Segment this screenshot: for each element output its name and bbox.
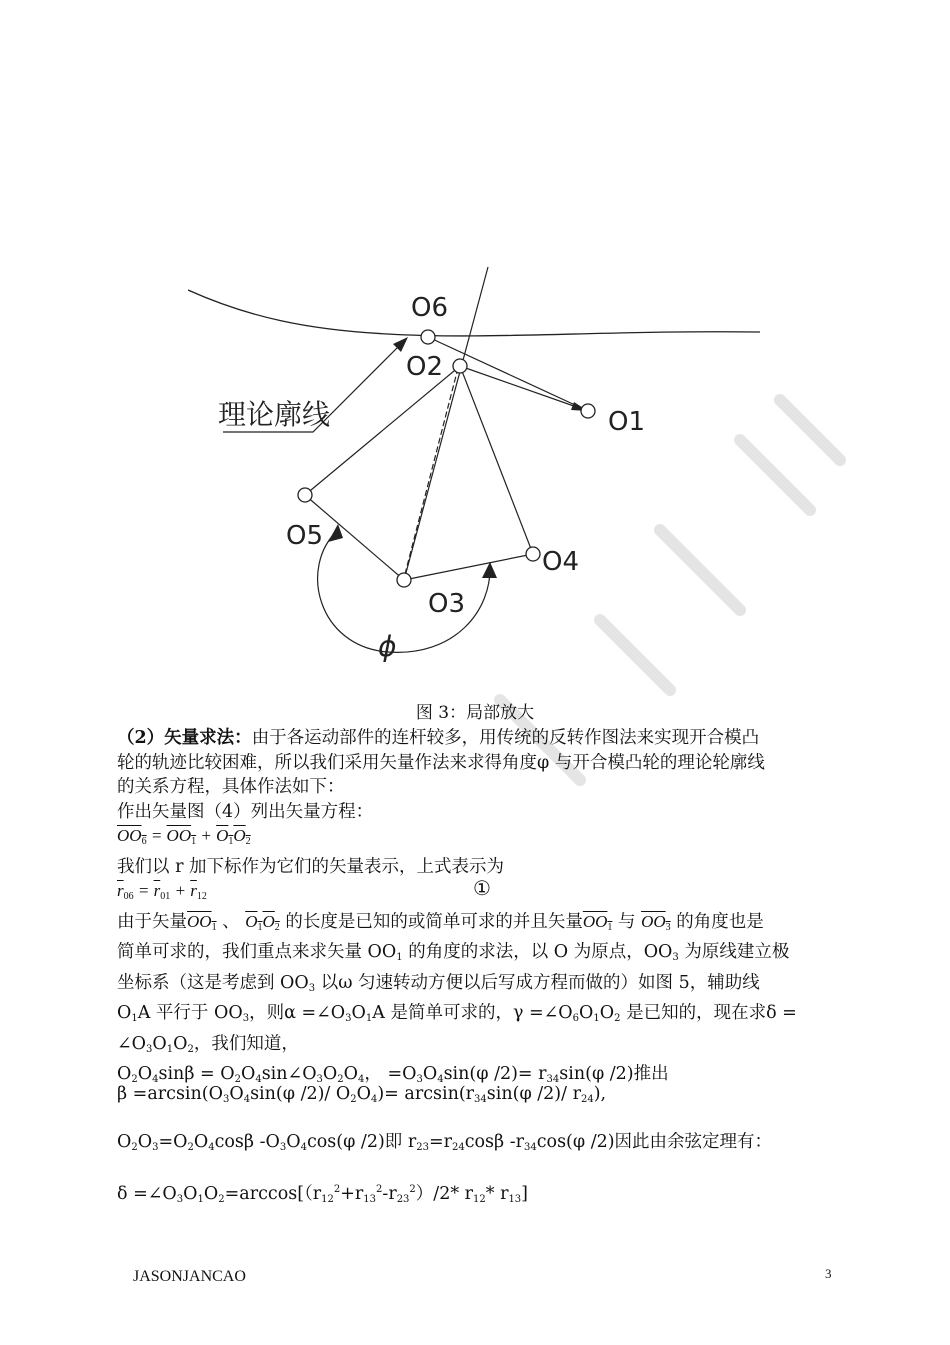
f3-g: cos(φ /2)即 r	[306, 1132, 417, 1152]
f1-j: sin(φ /2)= r	[443, 1064, 547, 1084]
f4-h: * r	[485, 1184, 509, 1204]
p5-g: O	[599, 1003, 615, 1023]
figure-caption: 图 3：局部放大	[415, 703, 535, 723]
paragraph-5: $O_1A$ 平行于 $OO_3$，则$\alpha =\angle O_3O_1A$ 是简单可求的，$\gamma =\angle O_6O_1O_2$ 是已知的，现在求δ =	[117, 1003, 797, 1024]
p5-a: O	[117, 1003, 132, 1023]
f1-i: O	[422, 1064, 438, 1084]
figure-3-diagram	[188, 262, 760, 674]
f1-e: sin∠O	[261, 1064, 317, 1084]
p5-c: ，则α =∠O	[249, 1003, 346, 1023]
f4-g: ）/2* r	[415, 1184, 474, 1204]
p5-e: A 是简单可求的，γ =∠O	[372, 1003, 573, 1023]
label-o5: O5	[286, 521, 324, 551]
joint-o2	[453, 359, 467, 373]
section-heading: （2）矢量求法：	[117, 728, 252, 748]
vector-line: 作出矢量图（4）列出矢量方程：	[117, 801, 374, 822]
page-number: 3	[825, 1266, 832, 1281]
f1-b: O	[137, 1064, 153, 1084]
f3-c: =O	[158, 1132, 188, 1152]
joint-o4	[526, 547, 540, 561]
p5-b: A 平行于 OO	[137, 1003, 243, 1023]
formula-3-block	[117, 1130, 837, 1161]
vector-equation-r: $\overline{r}_{06} = \overline{r}_{01} + \overline{r}_{12}$	[117, 881, 207, 902]
f1-a: O	[117, 1064, 132, 1084]
f2-f: sin(φ /2)/ r	[486, 1084, 581, 1104]
label-o6: O6	[411, 293, 449, 323]
f4-f: -r	[382, 1184, 397, 1204]
f1-c: sinβ = O	[158, 1064, 235, 1084]
f1-g: O	[343, 1064, 359, 1084]
p4-b: 以ω 匀速转动方便以后写成方程而做的）如图 5，辅助线	[320, 972, 760, 993]
f4-c: O	[203, 1184, 219, 1204]
formula-2-block	[117, 1082, 837, 1113]
joint-o3	[397, 573, 411, 587]
f2-e: )= arcsin(r	[377, 1084, 475, 1104]
label-profile: 理论廓线	[218, 398, 331, 431]
footer-author: JASONJANCAO	[133, 1268, 246, 1285]
f2-d: O	[356, 1084, 371, 1104]
formula-2: $\beta =\arcsin(O_3O_4\sin(\varphi$ /2)/ $O_2O_4)= \arcsin(r_{34}\sin(\varphi$ /2)/ $r_{24}$),	[117, 1084, 607, 1105]
label-o3: O3	[428, 589, 466, 619]
f2-g: ),	[593, 1084, 607, 1104]
f3-f: O	[286, 1132, 301, 1152]
joint-o1	[581, 404, 595, 418]
f3-j: cos(φ /2)因此由余弦定理有：	[536, 1132, 773, 1152]
p5-d: O	[351, 1003, 366, 1023]
p6-b: O	[152, 1033, 167, 1054]
p5-h: 是已知的，现在求δ =	[626, 1003, 797, 1023]
intro-line-1: 由于各运动部件的连杆较多，用传统的反转作图法来实现开合模凸	[251, 728, 760, 748]
f3-i: cosβ -r	[464, 1132, 524, 1152]
f3-d: O	[193, 1132, 209, 1152]
f1-d: O	[240, 1064, 256, 1084]
f2-a: β =arcsin(O	[117, 1084, 223, 1104]
p6-d: ，我们知道，	[193, 1033, 299, 1054]
f3-b: O	[137, 1132, 153, 1152]
paragraph-4: 坐标系（这是考虑到 $OO_3$ 以ω 匀速转动方便以后写成方程而做的）如图 5，辅助线	[117, 972, 760, 994]
p2-a: 由于矢量	[117, 911, 187, 932]
f2-b: O	[229, 1084, 244, 1104]
f4-a: δ =∠O	[117, 1184, 177, 1204]
f1-h: ， =O	[364, 1064, 417, 1084]
paragraph-intro-2: 轮的轨迹比较困难，所以我们采用矢量作法来求得角度φ 与开合模凸轮的理论轮廓线	[117, 752, 765, 773]
representation-line: 我们以 r 加下标作为它们的矢量表示，上式表示为	[117, 856, 504, 877]
formula-4-block	[117, 1178, 837, 1213]
p4-a: 坐标系（这是考虑到 OO	[117, 972, 309, 993]
p3-a: 简单可求的，我们重点来求矢量 OO	[117, 942, 397, 962]
p3-b: 的角度的求法，以 O 为原点，OO	[408, 942, 673, 962]
f4-i: ]	[521, 1184, 528, 1204]
p2-b: 、	[222, 911, 240, 932]
label-o2: O2	[406, 352, 444, 382]
vector-equation: $OO_6 = OO_1 + O_1O_2$	[117, 826, 251, 847]
joint-o6	[421, 330, 435, 344]
p6-a: ∠O	[117, 1033, 147, 1054]
joint-o5	[298, 488, 312, 502]
section-body	[117, 726, 837, 1093]
paragraph-6: $\angle O_3O_1O_2$，我们知道，	[117, 1033, 299, 1055]
p5-f: O	[579, 1003, 594, 1023]
f3-h: =r	[428, 1132, 452, 1152]
equation-number: ①	[473, 876, 491, 900]
label-o1: O1	[608, 407, 646, 437]
formula-3: $O_2O_3=O_2O_4\cos\beta$ $-O_3O_4\cos(\varphi$ /2)即 $r_{23}=r_{24}\cos\beta$ $-r_{34}\cos(\varphi$ /2)因此由余弦定理有：	[117, 1132, 773, 1153]
paragraph-intro-3: 的关系方程，具体作法如下：	[117, 777, 345, 797]
f4-d: =arccos[（r	[224, 1184, 322, 1204]
f1-f: O	[322, 1064, 338, 1084]
paragraph-intro-1	[117, 726, 837, 751]
paragraph-2: 由于矢量$OO_1$ 、 $O_1O_2$ 的长度是已知的或简单可求的并且矢量$OO_1$ 与 $OO_3$ 的角度也是	[117, 911, 764, 933]
formula-4: $\delta =\angle O_3O_1O_2=\arccos[(r_{12}^2+r_{13}^2-r_{23}^2)/2*$ $r_{12}*$ $r_{13}$]	[117, 1184, 528, 1205]
p6-c: O	[173, 1033, 188, 1054]
p3-c: 为原线建立极	[684, 942, 790, 962]
f3-e: cosβ -O	[214, 1132, 280, 1152]
paragraph-3: 简单可求的，我们重点来求矢量 $OO_1$ 的角度的求法，以 O 为原点，$OO_3$ 为原线建立极	[117, 942, 790, 963]
f3-a: O	[117, 1132, 132, 1152]
label-o4: O4	[542, 547, 580, 577]
formula-1: $O_2O_4\sin\beta$ = $O_2O_4\sin\angle O_3O_2O_4$， $=O_3O_4\sin(\varphi$ $/2)= r_{34}\sin(\varphi$ /2)推出	[117, 1064, 669, 1085]
f4-e: +r	[340, 1184, 364, 1204]
f1-k: sin(φ /2)推出	[559, 1064, 669, 1084]
p2-c: 的长度是已知的或简单可求的并且矢量	[285, 911, 583, 932]
f2-c: sin(φ /2)/ O	[250, 1084, 351, 1104]
p2-d: 与	[618, 911, 636, 932]
f4-b: O	[183, 1184, 198, 1204]
label-phi: ϕ	[378, 630, 397, 663]
p2-e: 的角度也是	[676, 911, 764, 932]
